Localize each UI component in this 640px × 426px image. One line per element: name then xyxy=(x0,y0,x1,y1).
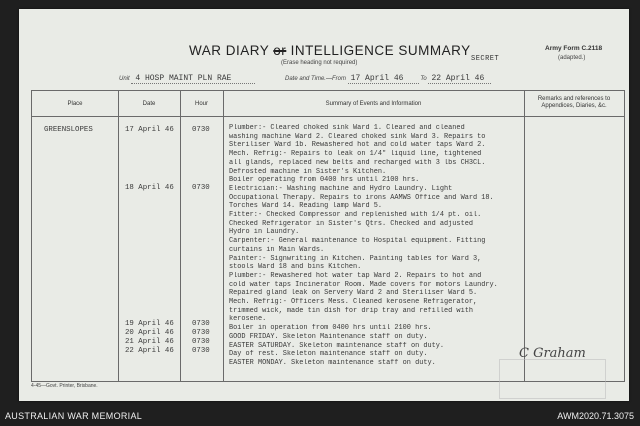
date-row xyxy=(285,74,491,84)
date-to-label: To xyxy=(420,76,427,82)
place-value: GREENSLOPES xyxy=(44,126,93,134)
header-remarks: Remarks and references to Appendices, Diaries, &c. xyxy=(537,96,611,109)
entry-hour: 0730 xyxy=(192,338,210,346)
summary-line: Electrician:- Washing machine and Hydro Laundry. Light xyxy=(229,184,453,193)
summary-line: Fitter:- Checked Compressor and replenished with 1/4 pt. oil. xyxy=(229,211,482,220)
entry-date: 17 April 46 xyxy=(125,126,174,134)
adapted-note: (adapted.) xyxy=(558,55,586,61)
summary-line: Occupational Therapy. Repairs to irons AAMWS Office and Ward 18. xyxy=(229,193,494,202)
summary-text xyxy=(229,124,522,368)
summary-line: Steriliser Ward 1b. Rewashered hot and cold water taps Ward 2. xyxy=(229,141,486,150)
summary-line: stools Ward 18 and bins Kitchen. xyxy=(229,263,362,272)
column-divider xyxy=(524,91,525,381)
signature: C Graham xyxy=(519,346,586,361)
summary-line: kerosene. xyxy=(229,315,267,324)
summary-line: Painter:- Signwriting in Kitchen. Painting tables for Ward 3, xyxy=(229,254,482,263)
entry-hour: 0730 xyxy=(192,126,210,134)
summary-line: Boiler operating from 0400 hrs until 2100 hrs. xyxy=(229,176,420,185)
summary-line: Boiler in operation from 0400 hrs until 2100 hrs. xyxy=(229,324,432,333)
column-divider xyxy=(223,91,224,381)
footer-accession-number: AWM2020.71.3075 xyxy=(557,411,634,421)
summary-line: Repaired gland leak on Servery Ward 2 and Steriliser Ward 5. xyxy=(229,289,478,298)
war-diary-page xyxy=(19,9,629,401)
erase-note: (Erase heading not required) xyxy=(281,60,358,66)
classification-label: SECRET xyxy=(471,55,500,63)
header-date: Date xyxy=(142,101,156,107)
summary-line: trimmed wick, made tin dish for drip tray and refilled with xyxy=(229,306,473,315)
column-divider xyxy=(180,91,181,381)
summary-line: Mech. Refrig:- Repairs to leak on 1/4" liquid line, tightened xyxy=(229,150,482,159)
summary-line: washing machine Ward 2. Cleared choked sink Ward 3. Repairs to xyxy=(229,132,486,141)
title-struck-word: or xyxy=(273,43,287,58)
entry-date: 20 April 46 xyxy=(125,329,174,337)
army-form-number: Army Form C.2118 xyxy=(545,45,603,52)
footer-institution: AUSTRALIAN WAR MEMORIAL xyxy=(5,411,143,421)
summary-line: EASTER MONDAY. Skeleton maintenance staff on duty. xyxy=(229,358,436,367)
column-divider xyxy=(118,91,119,381)
summary-line: cold water taps Incinerator Room. Made covers for motors Laundry. xyxy=(229,280,498,289)
entry-date: 18 April 46 xyxy=(125,184,174,192)
entry-date: 21 April 46 xyxy=(125,338,174,346)
title-war-diary: WAR DIARY xyxy=(189,43,270,58)
entry-date: 19 April 46 xyxy=(125,320,174,328)
archive-footer xyxy=(0,404,640,426)
summary-line: Defrosted machine in Sister's Kitchen. xyxy=(229,167,387,176)
summary-line: Day of rest. Skeleton maintenance staff on duty. xyxy=(229,350,428,359)
title-intelligence-summary: INTELLIGENCE SUMMARY xyxy=(290,43,471,58)
summary-line: Checked Refrigerator in Sister's Qtrs. Checked and adjusted xyxy=(229,219,473,228)
entry-hour: 0730 xyxy=(192,347,210,355)
summary-line: curtains in Main Wards. xyxy=(229,245,325,254)
header-place: Place xyxy=(67,101,83,107)
summary-line: Plumber:- Rewashered hot water tap Ward 2. Repairs to hot and xyxy=(229,271,482,280)
summary-line: Carpenter:- General maintenance to Hospital equipment. Fitting xyxy=(229,237,486,246)
diary-table xyxy=(31,90,625,382)
summary-line: Torches Ward 14. Reading lamp Ward 5. xyxy=(229,202,382,211)
summary-line: Plumber:- Cleared choked sink Ward 1. Cleared and cleaned xyxy=(229,124,465,132)
date-from-label: Date and Time.—From xyxy=(285,76,346,82)
entry-hour: 0730 xyxy=(192,320,210,328)
summary-line: Mech. Refrig:- Officers Mess. Cleaned kerosene Refrigerator, xyxy=(229,298,478,307)
entry-hour: 0730 xyxy=(192,329,210,337)
entry-date: 22 April 46 xyxy=(125,347,174,355)
header-divider xyxy=(32,116,624,117)
summary-line: EASTER SATURDAY. Skeleton maintenance staff on duty. xyxy=(229,341,445,350)
date-from-value: 17 April 46 xyxy=(348,74,419,84)
summary-line: GOOD FRIDAY. Skeleton Maintenance staff on duty. xyxy=(229,332,428,341)
unit-label: Unit xyxy=(119,76,130,82)
unit-value: 4 HOSP MAINT PLN RAE xyxy=(131,74,255,84)
summary-line: all glands, replaced new belts and recharged with 3 lbs CH3CL. xyxy=(229,158,486,167)
date-to-value: 22 April 46 xyxy=(428,74,491,84)
printer-note: 4-45—Govt. Printer, Brisbane. xyxy=(31,383,98,389)
entry-hour: 0730 xyxy=(192,184,210,192)
header-hour: Hour xyxy=(194,101,208,107)
summary-line: Hydro in Laundry. xyxy=(229,228,300,237)
header-summary: Summary of Events and Information xyxy=(325,101,422,107)
unit-row xyxy=(119,74,255,84)
faded-stamp xyxy=(499,359,606,399)
form-title xyxy=(189,43,471,58)
